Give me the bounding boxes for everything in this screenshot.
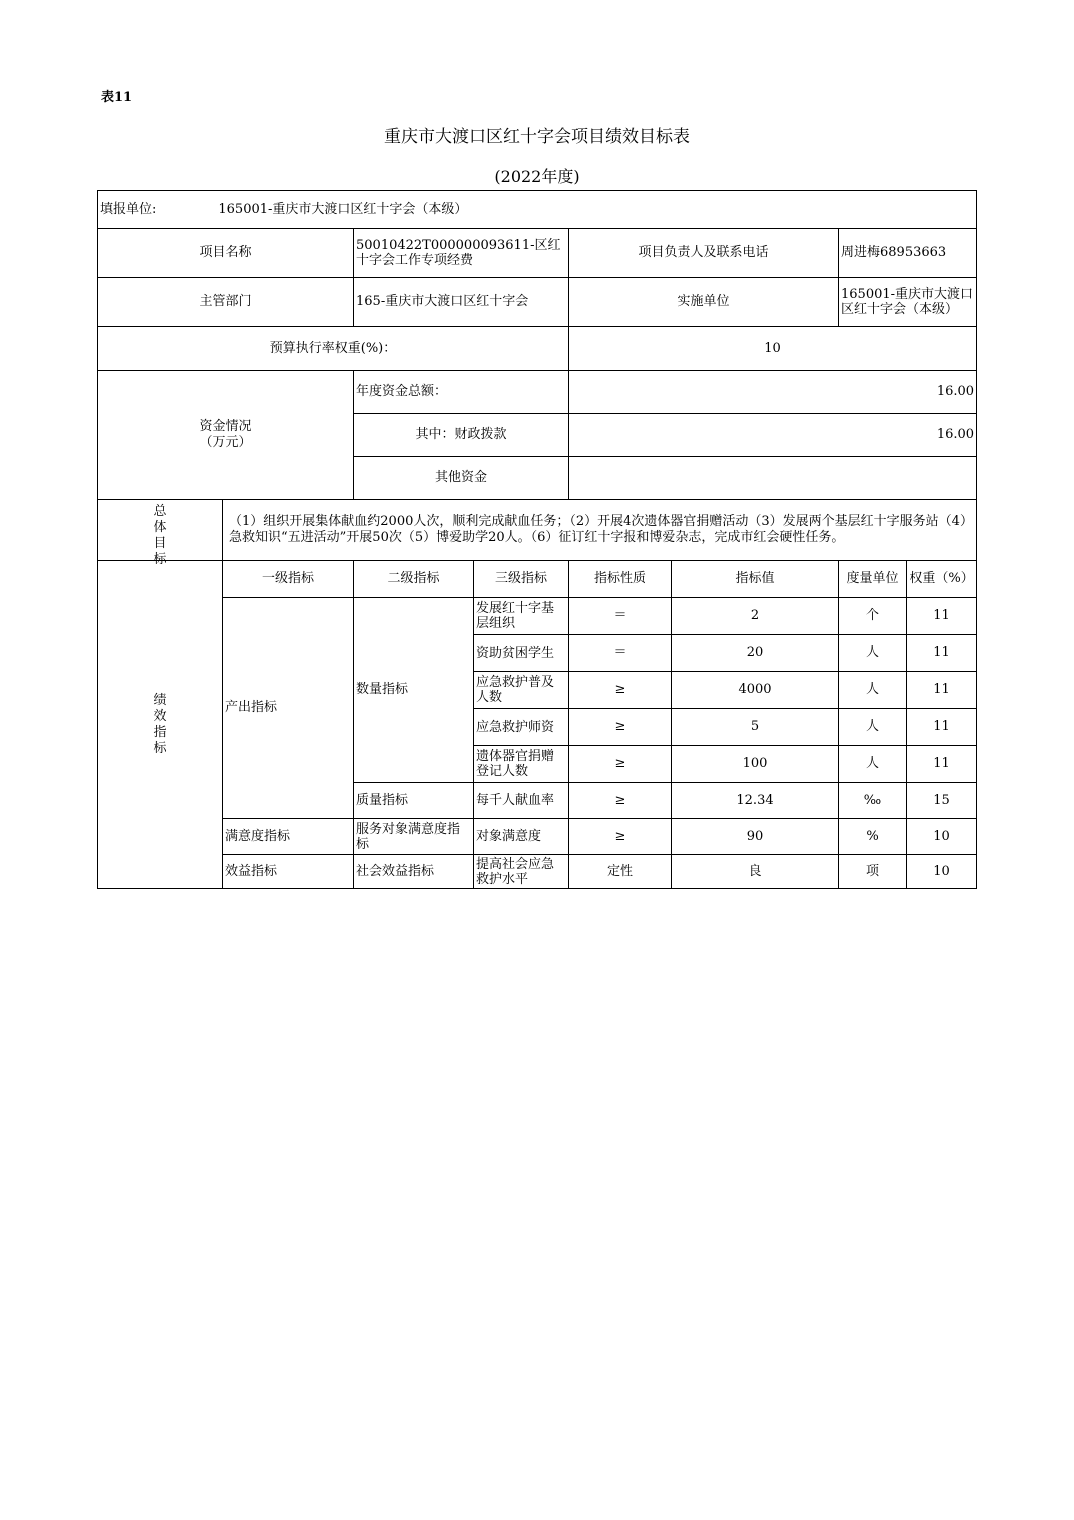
budget-weight-value: 10 bbox=[569, 327, 977, 371]
weight-cell: 10 bbox=[907, 855, 977, 889]
goal-char: 标 bbox=[153, 552, 167, 567]
value-cell: 20 bbox=[672, 635, 839, 672]
level1-benefit: 效益指标 bbox=[223, 855, 354, 889]
performance-table bbox=[97, 190, 977, 889]
unit-cell: % bbox=[839, 819, 907, 855]
table-row bbox=[98, 819, 977, 855]
page-title: 重庆市大渡口区红十字会项目绩效目标表 bbox=[384, 127, 690, 147]
budget-weight-label: 预算执行率权重(%)： bbox=[98, 327, 569, 371]
department-row bbox=[98, 278, 977, 327]
level2-service-satisfaction: 服务对象满意度指标 bbox=[354, 819, 474, 855]
reporting-unit-row bbox=[98, 191, 977, 229]
unit-cell: 人 bbox=[839, 635, 907, 672]
goal-char: 目 bbox=[153, 536, 167, 551]
reporting-unit-label: 填报单位: bbox=[100, 201, 157, 217]
nature-cell: ≥ bbox=[569, 783, 672, 819]
header-level1: 一级指标 bbox=[223, 561, 354, 598]
indicators-label bbox=[98, 561, 223, 889]
level3-cell: 每千人献血率 bbox=[474, 783, 569, 819]
level2-quantity: 数量指标 bbox=[354, 598, 474, 783]
level3-cell: 提高社会应急救护水平 bbox=[474, 855, 569, 889]
unit-cell: ‰ bbox=[839, 783, 907, 819]
project-name-value: 50010422T000000093611-区红十字会工作专项经费 bbox=[354, 229, 569, 278]
indicator-char: 标 bbox=[153, 740, 167, 756]
table-row bbox=[98, 598, 977, 635]
table-row bbox=[98, 855, 977, 889]
weight-cell: 11 bbox=[907, 672, 977, 709]
implementing-unit-label: 实施单位 bbox=[569, 278, 839, 327]
header-unit: 度量单位 bbox=[839, 561, 907, 598]
funds-label-line2: （万元） bbox=[199, 435, 252, 450]
level2-social-benefit: 社会效益指标 bbox=[354, 855, 474, 889]
value-cell: 5 bbox=[672, 709, 839, 746]
header-value: 指标值 bbox=[672, 561, 839, 598]
overall-goal-row bbox=[98, 500, 977, 561]
indicator-char: 指 bbox=[153, 724, 167, 740]
overall-goal-label bbox=[98, 500, 223, 567]
project-contact-label: 项目负责人及联系电话 bbox=[569, 229, 839, 278]
header-weight: 权重（%） bbox=[907, 561, 977, 598]
reporting-unit-cell bbox=[98, 191, 977, 229]
level1-output: 产出指标 bbox=[223, 598, 354, 819]
value-cell: 良 bbox=[672, 855, 839, 889]
budget-weight-row bbox=[98, 327, 977, 371]
implementing-unit-value: 165001-重庆市大渡口区红十字会（本级） bbox=[839, 278, 977, 327]
reporting-unit-value: 165001-重庆市大渡口区红十字会（本级） bbox=[218, 201, 468, 217]
level1-satisfaction: 满意度指标 bbox=[223, 819, 354, 855]
weight-cell: 11 bbox=[907, 635, 977, 672]
department-value: 165-重庆市大渡口区红十字会 bbox=[354, 278, 569, 327]
indicator-header-row bbox=[98, 561, 977, 598]
weight-cell: 15 bbox=[907, 783, 977, 819]
unit-cell: 人 bbox=[839, 746, 907, 783]
unit-cell: 人 bbox=[839, 709, 907, 746]
level3-cell: 应急救护师资 bbox=[474, 709, 569, 746]
level2-quality: 质量指标 bbox=[354, 783, 474, 819]
indicator-char: 绩 bbox=[153, 692, 167, 708]
level3-cell: 遗体器官捐赠登记人数 bbox=[474, 746, 569, 783]
funds-total-value: 16.00 bbox=[569, 371, 977, 414]
department-label: 主管部门 bbox=[98, 278, 354, 327]
page-subtitle: (2022年度) bbox=[494, 167, 580, 186]
header-level3: 三级指标 bbox=[474, 561, 569, 598]
value-cell: 12.34 bbox=[672, 783, 839, 819]
nature-cell: 定性 bbox=[569, 855, 672, 889]
funds-total-row bbox=[98, 371, 977, 414]
funds-fiscal-label: 其中：财政拨款 bbox=[354, 414, 569, 457]
funds-total-label: 年度资金总额： bbox=[354, 371, 569, 414]
project-name-row bbox=[98, 229, 977, 278]
project-contact-value: 周进梅68953663 bbox=[839, 229, 977, 278]
funds-other-label: 其他资金 bbox=[354, 457, 569, 500]
level3-cell: 对象满意度 bbox=[474, 819, 569, 855]
funds-other-value bbox=[569, 457, 977, 500]
funds-fiscal-value: 16.00 bbox=[569, 414, 977, 457]
nature-cell: ≥ bbox=[569, 819, 672, 855]
value-cell: 4000 bbox=[672, 672, 839, 709]
nature-cell: ＝ bbox=[569, 598, 672, 635]
nature-cell: ≥ bbox=[569, 672, 672, 709]
overall-goal-text: （1）组织开展集体献血约2000人次，顺利完成献血任务；（2）开展4次遗体器官捐赠活动（3）发展两个基层红十字服务站（4）急救知识“五进活动”开展50次（5）博爱助学20人。（6）征订红十字报和博爱杂志，完成市红会硬性任务。 bbox=[223, 500, 977, 561]
level3-cell: 发展红十字基层组织 bbox=[474, 598, 569, 635]
goal-char: 体 bbox=[153, 520, 167, 535]
nature-cell: ＝ bbox=[569, 635, 672, 672]
nature-cell: ≥ bbox=[569, 746, 672, 783]
value-cell: 100 bbox=[672, 746, 839, 783]
level3-cell: 应急救护普及人数 bbox=[474, 672, 569, 709]
unit-cell: 项 bbox=[839, 855, 907, 889]
weight-cell: 10 bbox=[907, 819, 977, 855]
level3-cell: 资助贫困学生 bbox=[474, 635, 569, 672]
header-nature: 指标性质 bbox=[569, 561, 672, 598]
unit-cell: 人 bbox=[839, 672, 907, 709]
goal-char: 总 bbox=[153, 504, 167, 519]
nature-cell: ≥ bbox=[569, 709, 672, 746]
table-number: 表11 bbox=[101, 90, 133, 105]
weight-cell: 11 bbox=[907, 746, 977, 783]
funds-label bbox=[98, 371, 354, 500]
value-cell: 90 bbox=[672, 819, 839, 855]
header-level2: 二级指标 bbox=[354, 561, 474, 598]
indicator-char: 效 bbox=[153, 708, 167, 724]
unit-cell: 个 bbox=[839, 598, 907, 635]
project-name-label: 项目名称 bbox=[98, 229, 354, 278]
value-cell: 2 bbox=[672, 598, 839, 635]
weight-cell: 11 bbox=[907, 598, 977, 635]
funds-label-line1: 资金情况 bbox=[199, 419, 252, 434]
weight-cell: 11 bbox=[907, 709, 977, 746]
